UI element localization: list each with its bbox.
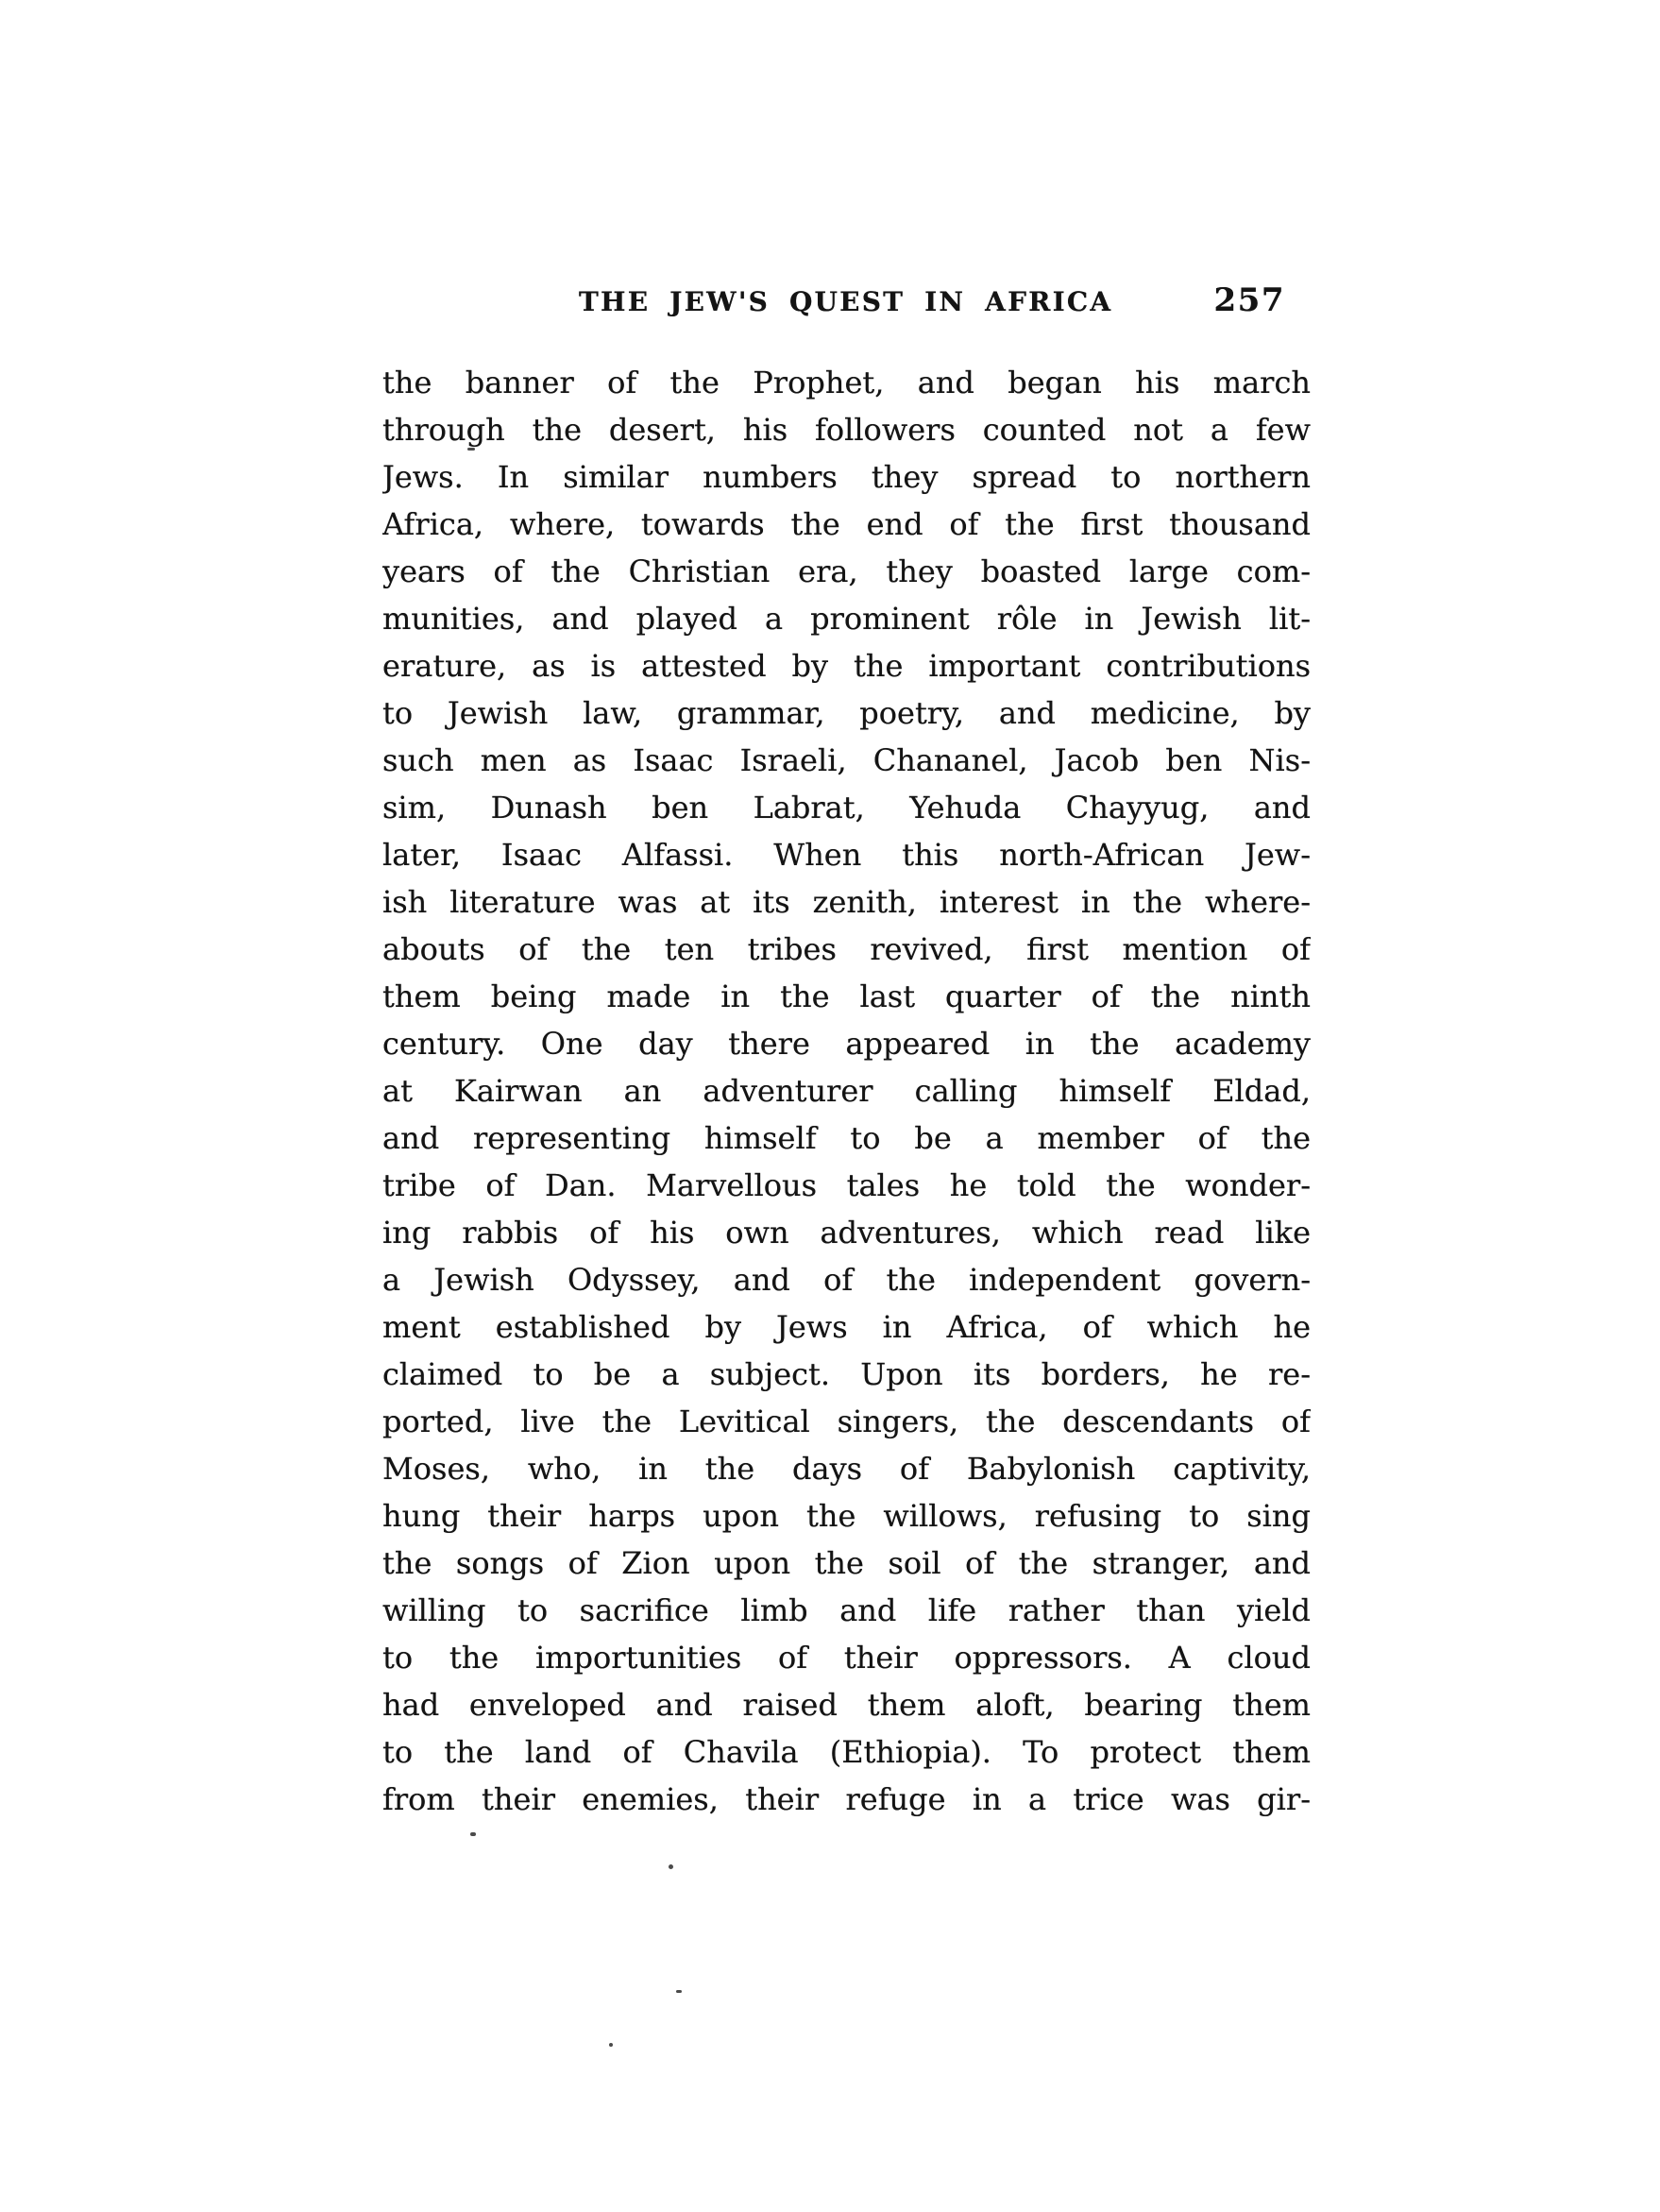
text-line: to the land of Chavila (Ethiopia). To protect them: [382, 1734, 1311, 1770]
scan-speck: [467, 448, 475, 451]
scan-speck: [676, 1990, 682, 1993]
text-line: at Kairwan an adventurer calling himself Eldad,: [382, 1073, 1311, 1109]
page-number: 257: [1213, 281, 1285, 319]
text-line: such men as Isaac Israeli, Chananel, Jacob ben Nis-: [382, 742, 1311, 778]
text-line: later, Isaac Alfassi. When this north-African Jew-: [382, 837, 1311, 873]
text-line: a Jewish Odyssey, and of the independent govern-: [382, 1262, 1311, 1298]
text-line: the banner of the Prophet, and began his march: [382, 365, 1311, 400]
text-line: ment established by Jews in Africa, of which he: [382, 1309, 1311, 1345]
scan-speck: [470, 1832, 476, 1836]
text-line: the songs of Zion upon the soil of the stranger, and: [382, 1545, 1311, 1581]
text-line: erature, as is attested by the important contributions: [382, 648, 1311, 684]
text-line: years of the Christian era, they boasted large com-: [382, 553, 1311, 589]
text-line: abouts of the ten tribes revived, first mention of: [382, 931, 1311, 967]
text-line: to Jewish law, grammar, poetry, and medicine, by: [382, 695, 1311, 731]
text-line: ported, live the Levitical singers, the descendants of: [382, 1404, 1311, 1439]
text-line: ish literature was at its zenith, interest in the where-: [382, 884, 1311, 920]
text-line: Africa, where, towards the end of the first thousand: [382, 506, 1311, 542]
text-line: from their enemies, their refuge in a trice was gir-: [382, 1781, 1311, 1817]
text-line: willing to sacrifice limb and life rather than yield: [382, 1592, 1311, 1628]
text-line: hung their harps upon the willows, refusing to sing: [382, 1498, 1311, 1534]
scan-speck: [609, 2043, 613, 2047]
text-line: through the desert, his followers counted not a few: [382, 412, 1311, 448]
body-text: [382, 359, 1311, 1823]
text-line: Moses, who, in the days of Babylonish captivity,: [382, 1451, 1311, 1487]
text-line: and representing himself to be a member of the: [382, 1120, 1311, 1156]
running-title: THE JEW'S QUEST IN AFRICA: [579, 286, 1113, 317]
text-line: claimed to be a subject. Upon its borders, he re-: [382, 1356, 1311, 1392]
text-line: munities, and played a prominent rôle in Jewish lit-: [382, 601, 1311, 637]
text-line: them being made in the last quarter of the ninth: [382, 978, 1311, 1014]
text-line: had enveloped and raised them aloft, bearing them: [382, 1687, 1311, 1723]
text-line: ing rabbis of his own adventures, which read like: [382, 1215, 1311, 1251]
text-line: century. One day there appeared in the academy: [382, 1026, 1311, 1062]
text-line: tribe of Dan. Marvellous tales he told the wonder-: [382, 1167, 1311, 1203]
text-line: sim, Dunash ben Labrat, Yehuda Chayyug, and: [382, 790, 1311, 825]
text-line: to the importunities of their oppressors. A cloud: [382, 1640, 1311, 1676]
text-line: Jews. In similar numbers they spread to northern: [382, 459, 1311, 495]
running-header: [579, 281, 1285, 319]
scan-speck: [669, 1864, 673, 1869]
